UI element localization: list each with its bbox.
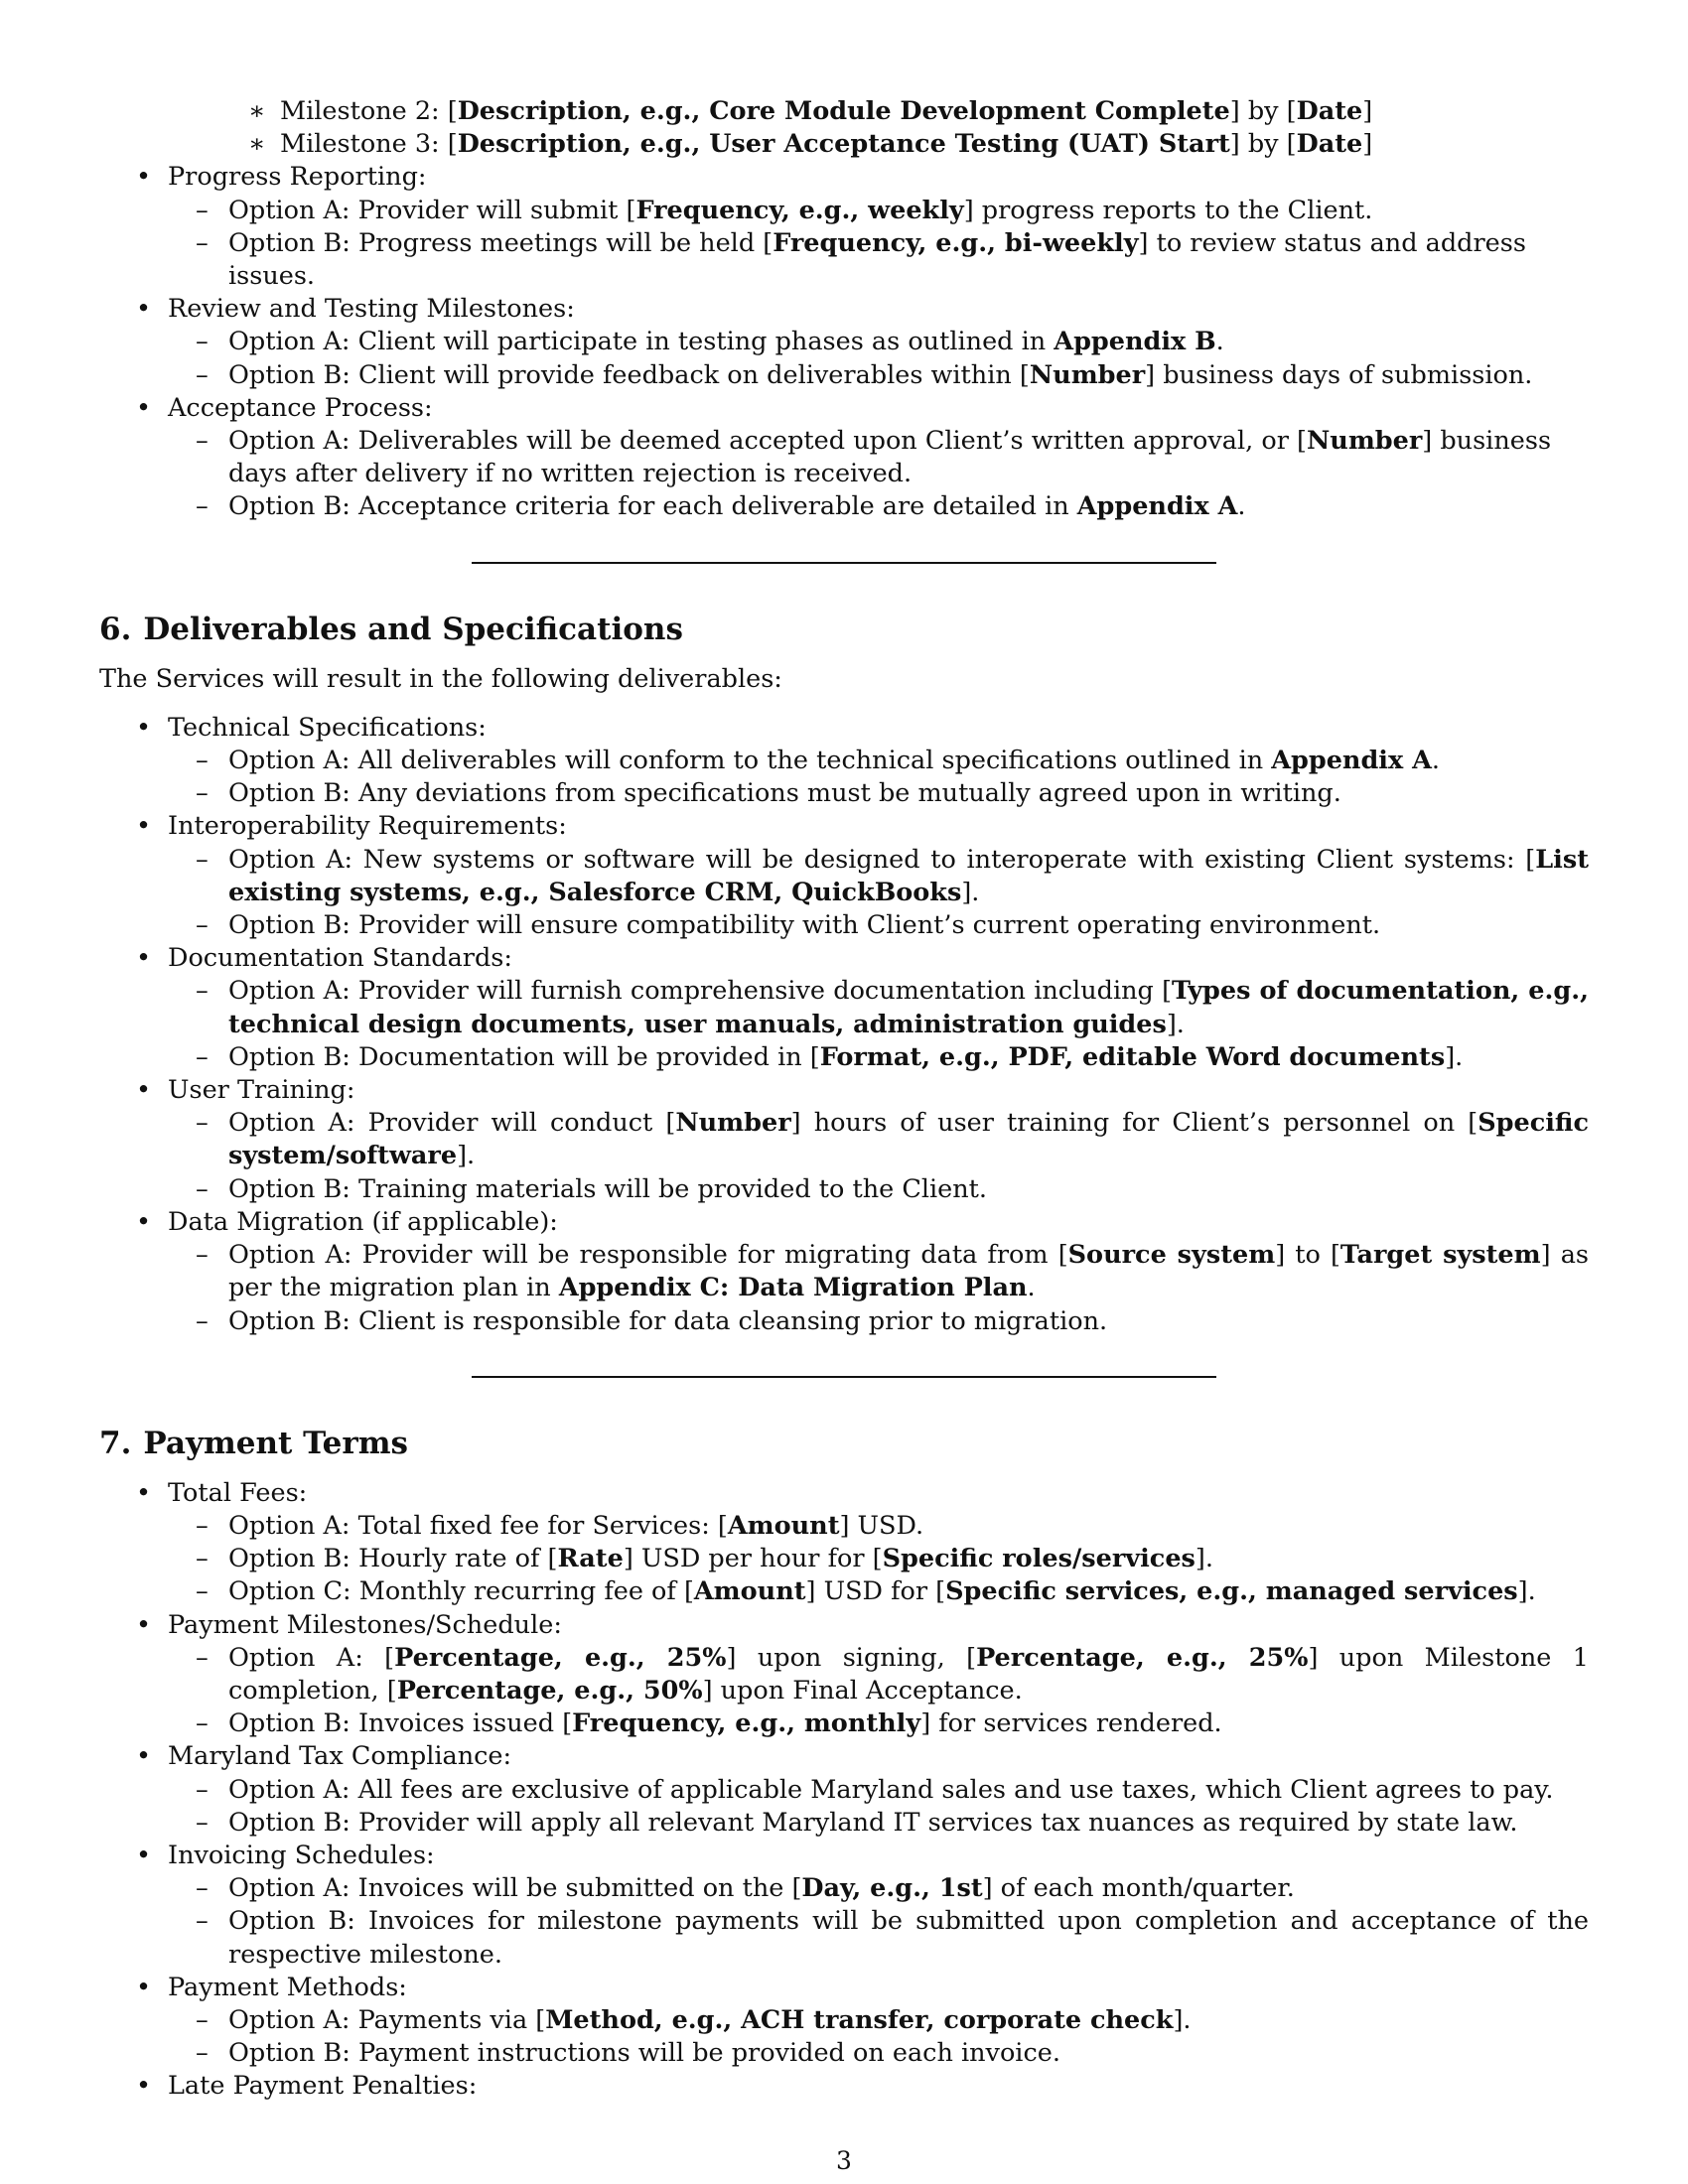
section-number: 6. — [99, 611, 132, 647]
text: Option A: All deliverables will conform to the technical specifications outlined in — [228, 746, 1272, 776]
option-list — [168, 1774, 1589, 1840]
placeholder-text: Method, e.g., ACH transfer, corporate check — [545, 2004, 1174, 2035]
placeholder-text: Amount — [727, 1510, 840, 1541]
item-label: Data Migration (if applicable): — [168, 1206, 558, 1237]
text: ] USD for [ — [805, 1576, 946, 1607]
option-item — [168, 1107, 1589, 1172]
item-label: User Training: — [168, 1075, 355, 1106]
placeholder-text: Specific services, e.g., managed services — [945, 1576, 1518, 1607]
option-list — [168, 425, 1589, 524]
option-item — [168, 1872, 1589, 1905]
section-divider — [472, 1376, 1216, 1378]
item-label: Total Fees: — [168, 1477, 308, 1508]
text: ] by [ — [1229, 96, 1297, 126]
text: Option B: Provider will apply all relevant Maryland IT services tax nuances as required by state law. — [228, 1807, 1518, 1838]
option-list — [168, 326, 1589, 391]
page-number: 3 — [836, 2146, 852, 2175]
option-list — [168, 2004, 1589, 2070]
text: ]. — [1195, 1544, 1213, 1574]
list-item — [99, 293, 1589, 392]
section7-list — [99, 1477, 1589, 2104]
option-item — [168, 975, 1589, 1040]
option-item — [168, 777, 1589, 810]
text: Option A: All fees are exclusive of applicable Maryland sales and use taxes, which Client agrees to pay. — [228, 1774, 1554, 1805]
list-item — [99, 942, 1589, 1074]
text: ]. — [1445, 1041, 1464, 1072]
text: . — [1237, 491, 1246, 522]
text: Option A: [ — [228, 1642, 395, 1673]
placeholder-text: Appendix A — [1271, 746, 1432, 776]
text: ]. — [457, 1141, 476, 1171]
text: ] upon signing, [ — [726, 1642, 977, 1673]
text: Option B: Training materials will be provided to the Client. — [228, 1173, 988, 1204]
item-label: Maryland Tax Compliance: — [168, 1741, 512, 1772]
option-item — [168, 745, 1589, 777]
list-item — [99, 392, 1589, 524]
option-list — [168, 844, 1589, 943]
option-item — [168, 326, 1589, 358]
milestone-item — [99, 128, 1589, 161]
option-item — [168, 490, 1589, 523]
text: ]. — [1517, 1576, 1536, 1607]
placeholder-text: Number — [1029, 359, 1146, 390]
option-list — [168, 1642, 1589, 1741]
text: Option B: Invoices issued [ — [228, 1708, 573, 1739]
text: Option A: Provider will furnish comprehensive documentation including [ — [228, 976, 1173, 1007]
text: Option B: Provider will ensure compatibility with Client’s current operating environment. — [228, 910, 1381, 941]
text: Option A: Invoices will be submitted on the [ — [228, 1873, 802, 1904]
text: ] upon Milestone 1 completion, [ — [228, 1642, 1589, 1706]
option-item — [168, 425, 1589, 490]
item-label: Invoicing Schedules: — [168, 1840, 435, 1870]
placeholder-text: Description, e.g., Core Module Development Complete — [457, 96, 1230, 126]
option-list — [168, 975, 1589, 1074]
text: ]. — [961, 877, 980, 907]
text: Option B: Invoices for milestone payments will be submitted upon completion and acceptance of the respective milestone. — [228, 1906, 1589, 1970]
text: ] for services rendered. — [920, 1708, 1222, 1739]
placeholder-text: Appendix B — [1054, 327, 1216, 357]
text: Option A: Payments via [ — [228, 2004, 546, 2035]
option-item — [168, 1543, 1589, 1575]
placeholder-text: Percentage, e.g., 25% — [976, 1642, 1309, 1673]
text: ]. — [1173, 2004, 1192, 2035]
text: ] upon Final Acceptance. — [702, 1675, 1023, 1706]
option-item — [168, 359, 1589, 392]
text: . — [1431, 746, 1440, 776]
text: ] USD per hour for [ — [623, 1544, 883, 1574]
option-item — [168, 1707, 1589, 1740]
section-heading-7 — [99, 1424, 1589, 1463]
option-list — [168, 1239, 1589, 1338]
list-item — [99, 810, 1589, 942]
option-item — [168, 1774, 1589, 1807]
option-list — [168, 1872, 1589, 1972]
placeholder-text: Frequency, e.g., monthly — [572, 1708, 921, 1739]
option-item — [168, 1239, 1589, 1304]
text: Option B: Documentation will be provided in [ — [228, 1041, 820, 1072]
text: ] business days after delivery if no written rejection is received. — [228, 426, 1552, 489]
text: Option B: Any deviations from specifications must be mutually agreed upon in writing. — [228, 778, 1341, 809]
placeholder-text: Source system — [1067, 1240, 1276, 1271]
item-label: Documentation Standards: — [168, 943, 512, 974]
option-item — [168, 1642, 1589, 1707]
option-item — [168, 909, 1589, 942]
text: ] to [ — [1275, 1240, 1340, 1271]
text: Option A: Provider will conduct [ — [228, 1108, 676, 1139]
item-label: Technical Specifications: — [168, 712, 487, 743]
text: ] business days of submission. — [1145, 359, 1533, 390]
text: Option B: Hourly rate of [ — [228, 1544, 558, 1574]
option-item — [168, 1305, 1589, 1338]
text: ] by [ — [1229, 129, 1297, 160]
list-item — [99, 161, 1589, 293]
placeholder-text: Rate — [557, 1544, 624, 1574]
section-number: 7. — [99, 1425, 132, 1461]
text: ] — [1362, 96, 1373, 126]
placeholder-text: Number — [1306, 426, 1423, 457]
text: . — [1215, 327, 1224, 357]
item-label: Interoperability Requirements: — [168, 811, 567, 842]
placeholder-text: Date — [1296, 129, 1363, 160]
section-heading-6 — [99, 610, 1589, 649]
text: ] as per the migration plan in — [228, 1240, 1589, 1303]
text: Milestone 2: [ — [280, 96, 458, 126]
list-item — [99, 1972, 1589, 2071]
placeholder-text: Date — [1296, 96, 1363, 126]
option-item — [168, 195, 1589, 227]
placeholder-text: Number — [675, 1108, 791, 1139]
placeholder-text: Frequency, e.g., bi-weekly — [773, 227, 1139, 258]
placeholder-text: Specific roles/services — [882, 1544, 1196, 1574]
list-item — [99, 1206, 1589, 1338]
option-item — [168, 2037, 1589, 2070]
text: Option A: Deliverables will be deemed accepted upon Client’s written approval, or [ — [228, 426, 1307, 457]
placeholder-text: Frequency, e.g., weekly — [635, 195, 964, 225]
section5-list — [99, 161, 1589, 523]
list-item — [99, 1074, 1589, 1206]
option-item — [168, 227, 1589, 293]
placeholder-text: Types of documentation, e.g., technical design documents, user manuals, administration guides — [228, 976, 1589, 1039]
placeholder-text: Appendix C: Data Migration Plan — [558, 1273, 1028, 1303]
placeholder-text: Appendix A — [1076, 491, 1238, 522]
text: Option B: Payment instructions will be provided on each invoice. — [228, 2038, 1060, 2069]
option-item — [168, 1173, 1589, 1206]
option-item — [168, 1575, 1589, 1608]
text: ] progress reports to the Client. — [963, 195, 1373, 225]
text: Option B: Client will provide feedback on deliverables within [ — [228, 359, 1030, 390]
option-item — [168, 1905, 1589, 1971]
item-label: Payment Milestones/Schedule: — [168, 1609, 562, 1640]
option-item — [168, 2004, 1589, 2037]
text: Option A: Provider will be responsible for migrating data from [ — [228, 1240, 1068, 1271]
text: ] to review status and address issues. — [228, 227, 1526, 292]
placeholder-text: Specific system/software — [228, 1108, 1589, 1171]
option-list — [168, 195, 1589, 294]
text: ] of each month/quarter. — [982, 1873, 1295, 1904]
text: Milestone 3: [ — [280, 129, 458, 160]
list-item — [99, 1609, 1589, 1741]
option-list — [168, 745, 1589, 810]
milestone-item — [99, 95, 1589, 128]
text: Option C: Monthly recurring fee of [ — [228, 1576, 694, 1607]
list-item — [99, 2070, 1589, 2103]
text: ]. — [1166, 1009, 1185, 1039]
placeholder-text: Day, e.g., 1st — [801, 1873, 983, 1904]
section-intro: The Services will result in the following deliverables: — [99, 663, 782, 694]
option-list — [168, 1107, 1589, 1206]
text: Option A: Client will participate in testing phases as outlined in — [228, 327, 1055, 357]
list-item — [99, 1477, 1589, 1609]
item-label: Acceptance Process: — [168, 392, 433, 423]
list-item — [99, 1740, 1589, 1840]
text: Option A: New systems or software will be designed to interoperate with existing Client systems: [ — [228, 844, 1536, 875]
option-item — [168, 844, 1589, 909]
option-list — [168, 1510, 1589, 1609]
placeholder-text: Target system — [1339, 1240, 1541, 1271]
section6-list — [99, 712, 1589, 1338]
text: ] hours of user training for Client’s personnel on [ — [790, 1108, 1478, 1139]
item-label: Payment Methods: — [168, 1972, 407, 2002]
option-item — [168, 1510, 1589, 1543]
placeholder-text: Percentage, e.g., 25% — [394, 1642, 727, 1673]
text: ] USD. — [839, 1510, 924, 1541]
text: ] — [1362, 129, 1373, 160]
milestone-list — [99, 95, 1589, 161]
text: Option A: Provider will submit [ — [228, 195, 636, 225]
section-title: Deliverables and Specifications — [143, 611, 683, 647]
item-label: Late Payment Penalties: — [168, 2071, 478, 2102]
section-title: Payment Terms — [143, 1425, 408, 1461]
placeholder-text: Percentage, e.g., 50% — [396, 1675, 703, 1706]
document-page — [99, 95, 1589, 2104]
item-label: Review and Testing Milestones: — [168, 294, 575, 325]
text: Option B: Progress meetings will be held [ — [228, 227, 774, 258]
text: . — [1027, 1273, 1036, 1303]
list-item — [99, 1840, 1589, 1972]
text: Option B: Acceptance criteria for each deliverable are detailed in — [228, 491, 1077, 522]
placeholder-text: Format, e.g., PDF, editable Word documents — [819, 1041, 1446, 1072]
section-divider — [472, 562, 1216, 564]
option-item — [168, 1807, 1589, 1840]
placeholder-text: Description, e.g., User Acceptance Testing (UAT) Start — [457, 129, 1230, 160]
text: Option A: Total fixed fee for Services: [ — [228, 1510, 728, 1541]
placeholder-text: List existing systems, e.g., Salesforce CRM, QuickBooks — [228, 844, 1589, 907]
list-item — [99, 712, 1589, 811]
item-label: Progress Reporting: — [168, 162, 427, 193]
text: Option B: Client is responsible for data cleansing prior to migration. — [228, 1305, 1108, 1336]
option-item — [168, 1041, 1589, 1074]
placeholder-text: Amount — [693, 1576, 806, 1607]
